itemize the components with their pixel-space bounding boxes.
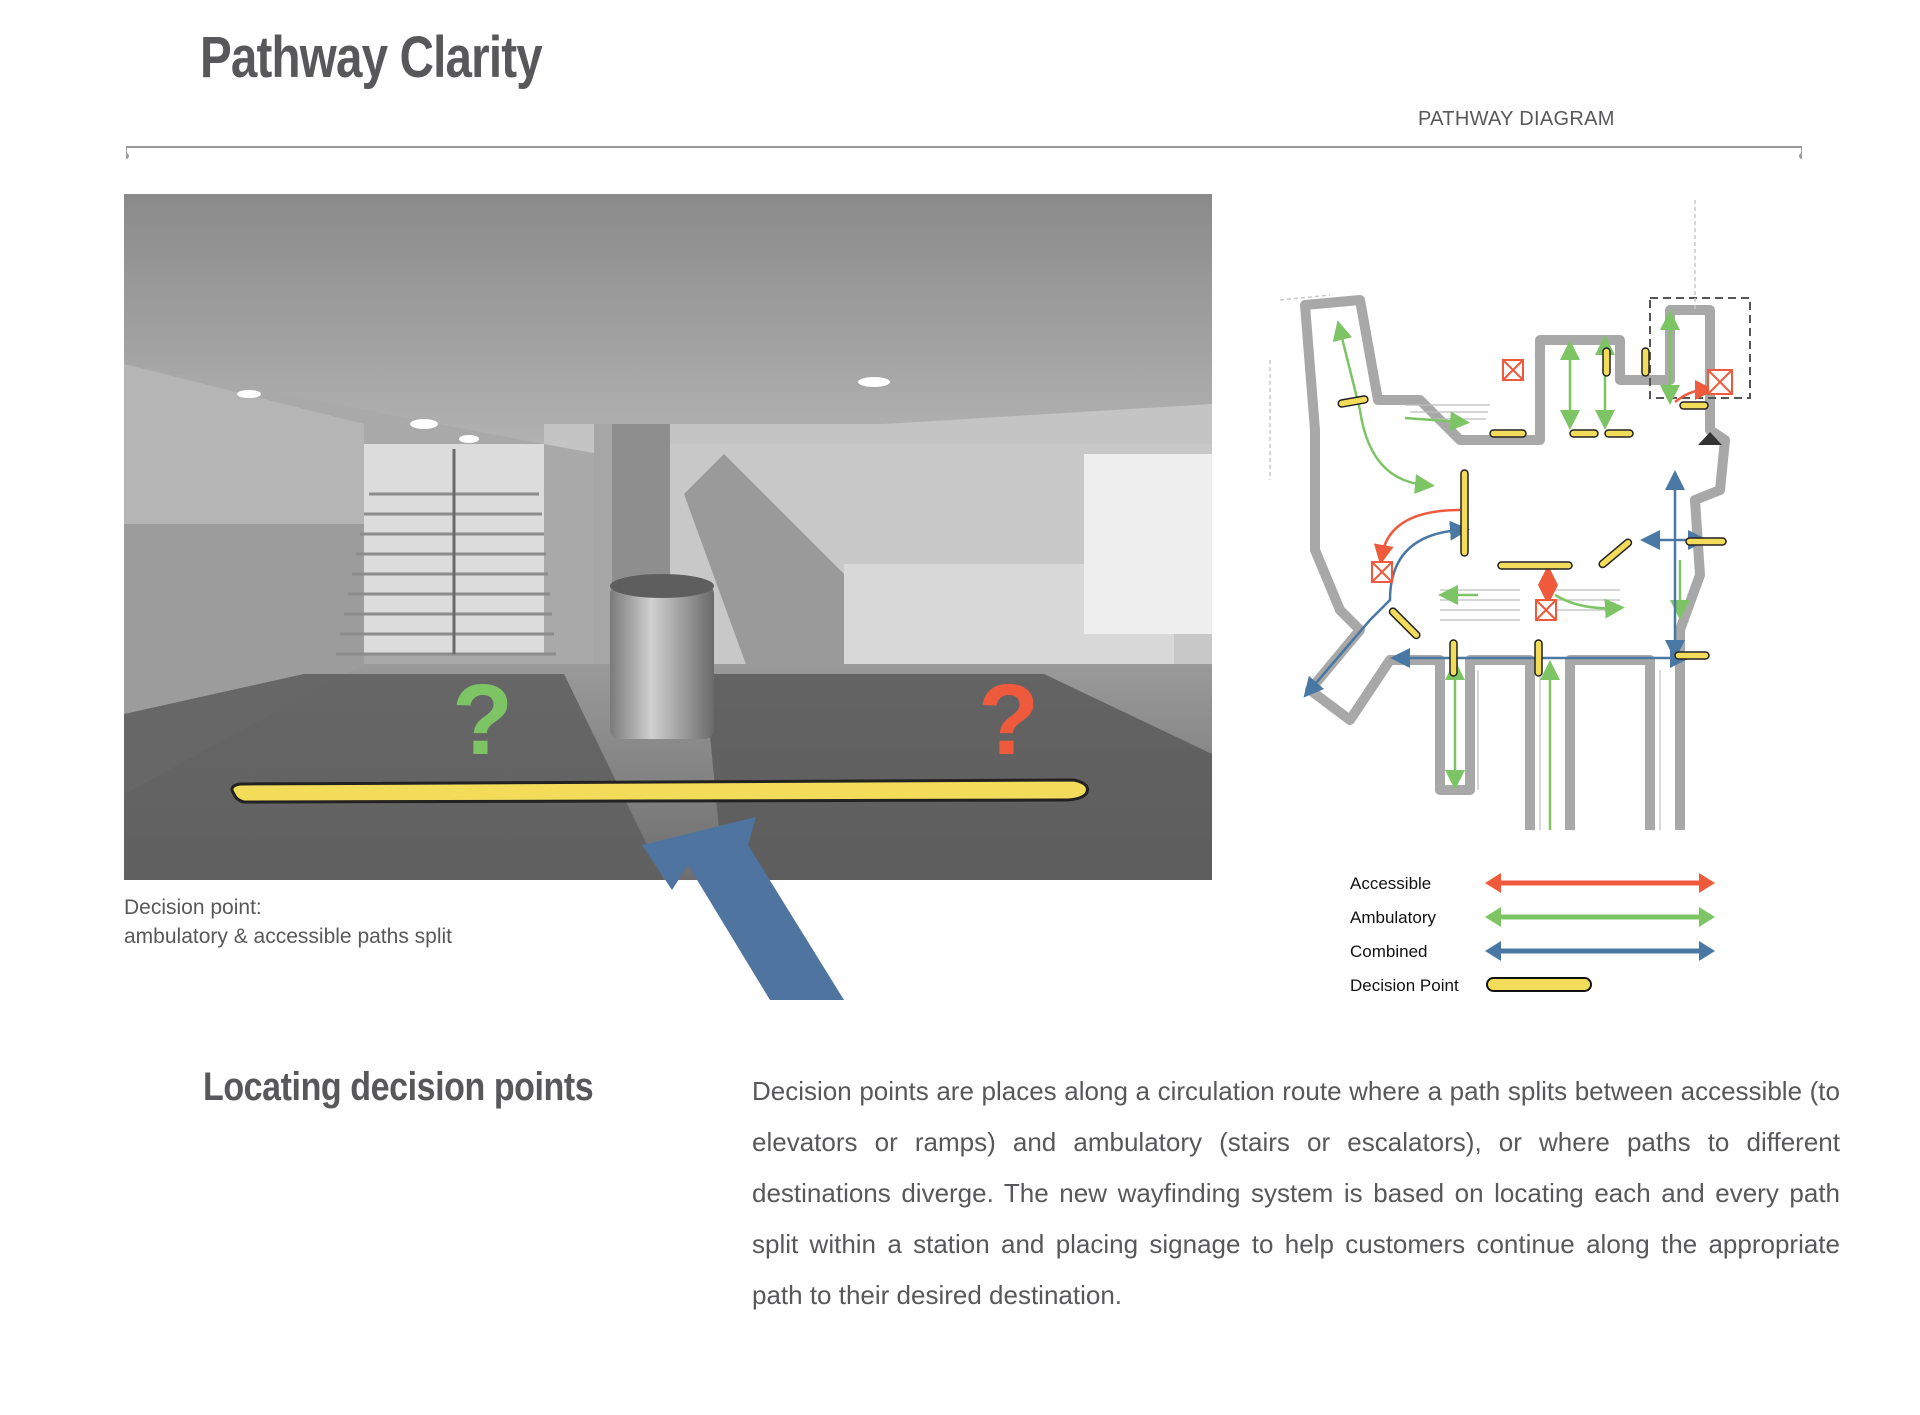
accessible-question-mark: ? bbox=[978, 664, 1040, 776]
legend-decision-point-label: Decision Point bbox=[1350, 976, 1459, 995]
section-label: PATHWAY DIAGRAM bbox=[1418, 108, 1615, 130]
legend-combined-label: Combined bbox=[1350, 942, 1428, 961]
pathway-floor-plan bbox=[1250, 190, 1770, 830]
accessible-arrow-icon bbox=[1485, 870, 1715, 896]
caption-line-1: Decision point: bbox=[124, 896, 262, 919]
section-heading: Locating decision points bbox=[203, 1065, 594, 1109]
combined-arrow-icon bbox=[1485, 938, 1715, 964]
header-rule bbox=[126, 145, 1802, 165]
caption-line-2: ambulatory & accessible paths split bbox=[124, 925, 452, 948]
pointer-arrow bbox=[630, 810, 860, 1010]
legend-ambulatory-label: Ambulatory bbox=[1350, 908, 1436, 927]
section-body: Decision points are places along a circulation route where a path splits between accessible (to elevators or ramps) and ambulatory (stairs or escalators), or where paths to different destinations diverge. The new wayfinding system is based on locating each and every path split within a station and placing signage to help customers continue along the appropriate path to their desired destination. bbox=[752, 1076, 1840, 1310]
page-title: Pathway Clarity bbox=[200, 25, 542, 90]
station-photo bbox=[124, 194, 1212, 880]
legend-decision-point bbox=[1345, 972, 1745, 1002]
photo-caption bbox=[124, 893, 452, 951]
ambulatory-question-mark: ? bbox=[452, 664, 514, 776]
legend-combined bbox=[1345, 938, 1745, 968]
ambulatory-arrow-icon bbox=[1485, 904, 1715, 930]
legend-accessible-label: Accessible bbox=[1350, 874, 1432, 893]
legend-accessible bbox=[1345, 870, 1745, 900]
path-legend bbox=[1345, 870, 1745, 1010]
decision-point-icon bbox=[1485, 972, 1715, 998]
legend-ambulatory bbox=[1345, 904, 1745, 934]
decision-point-bar bbox=[232, 780, 1088, 802]
